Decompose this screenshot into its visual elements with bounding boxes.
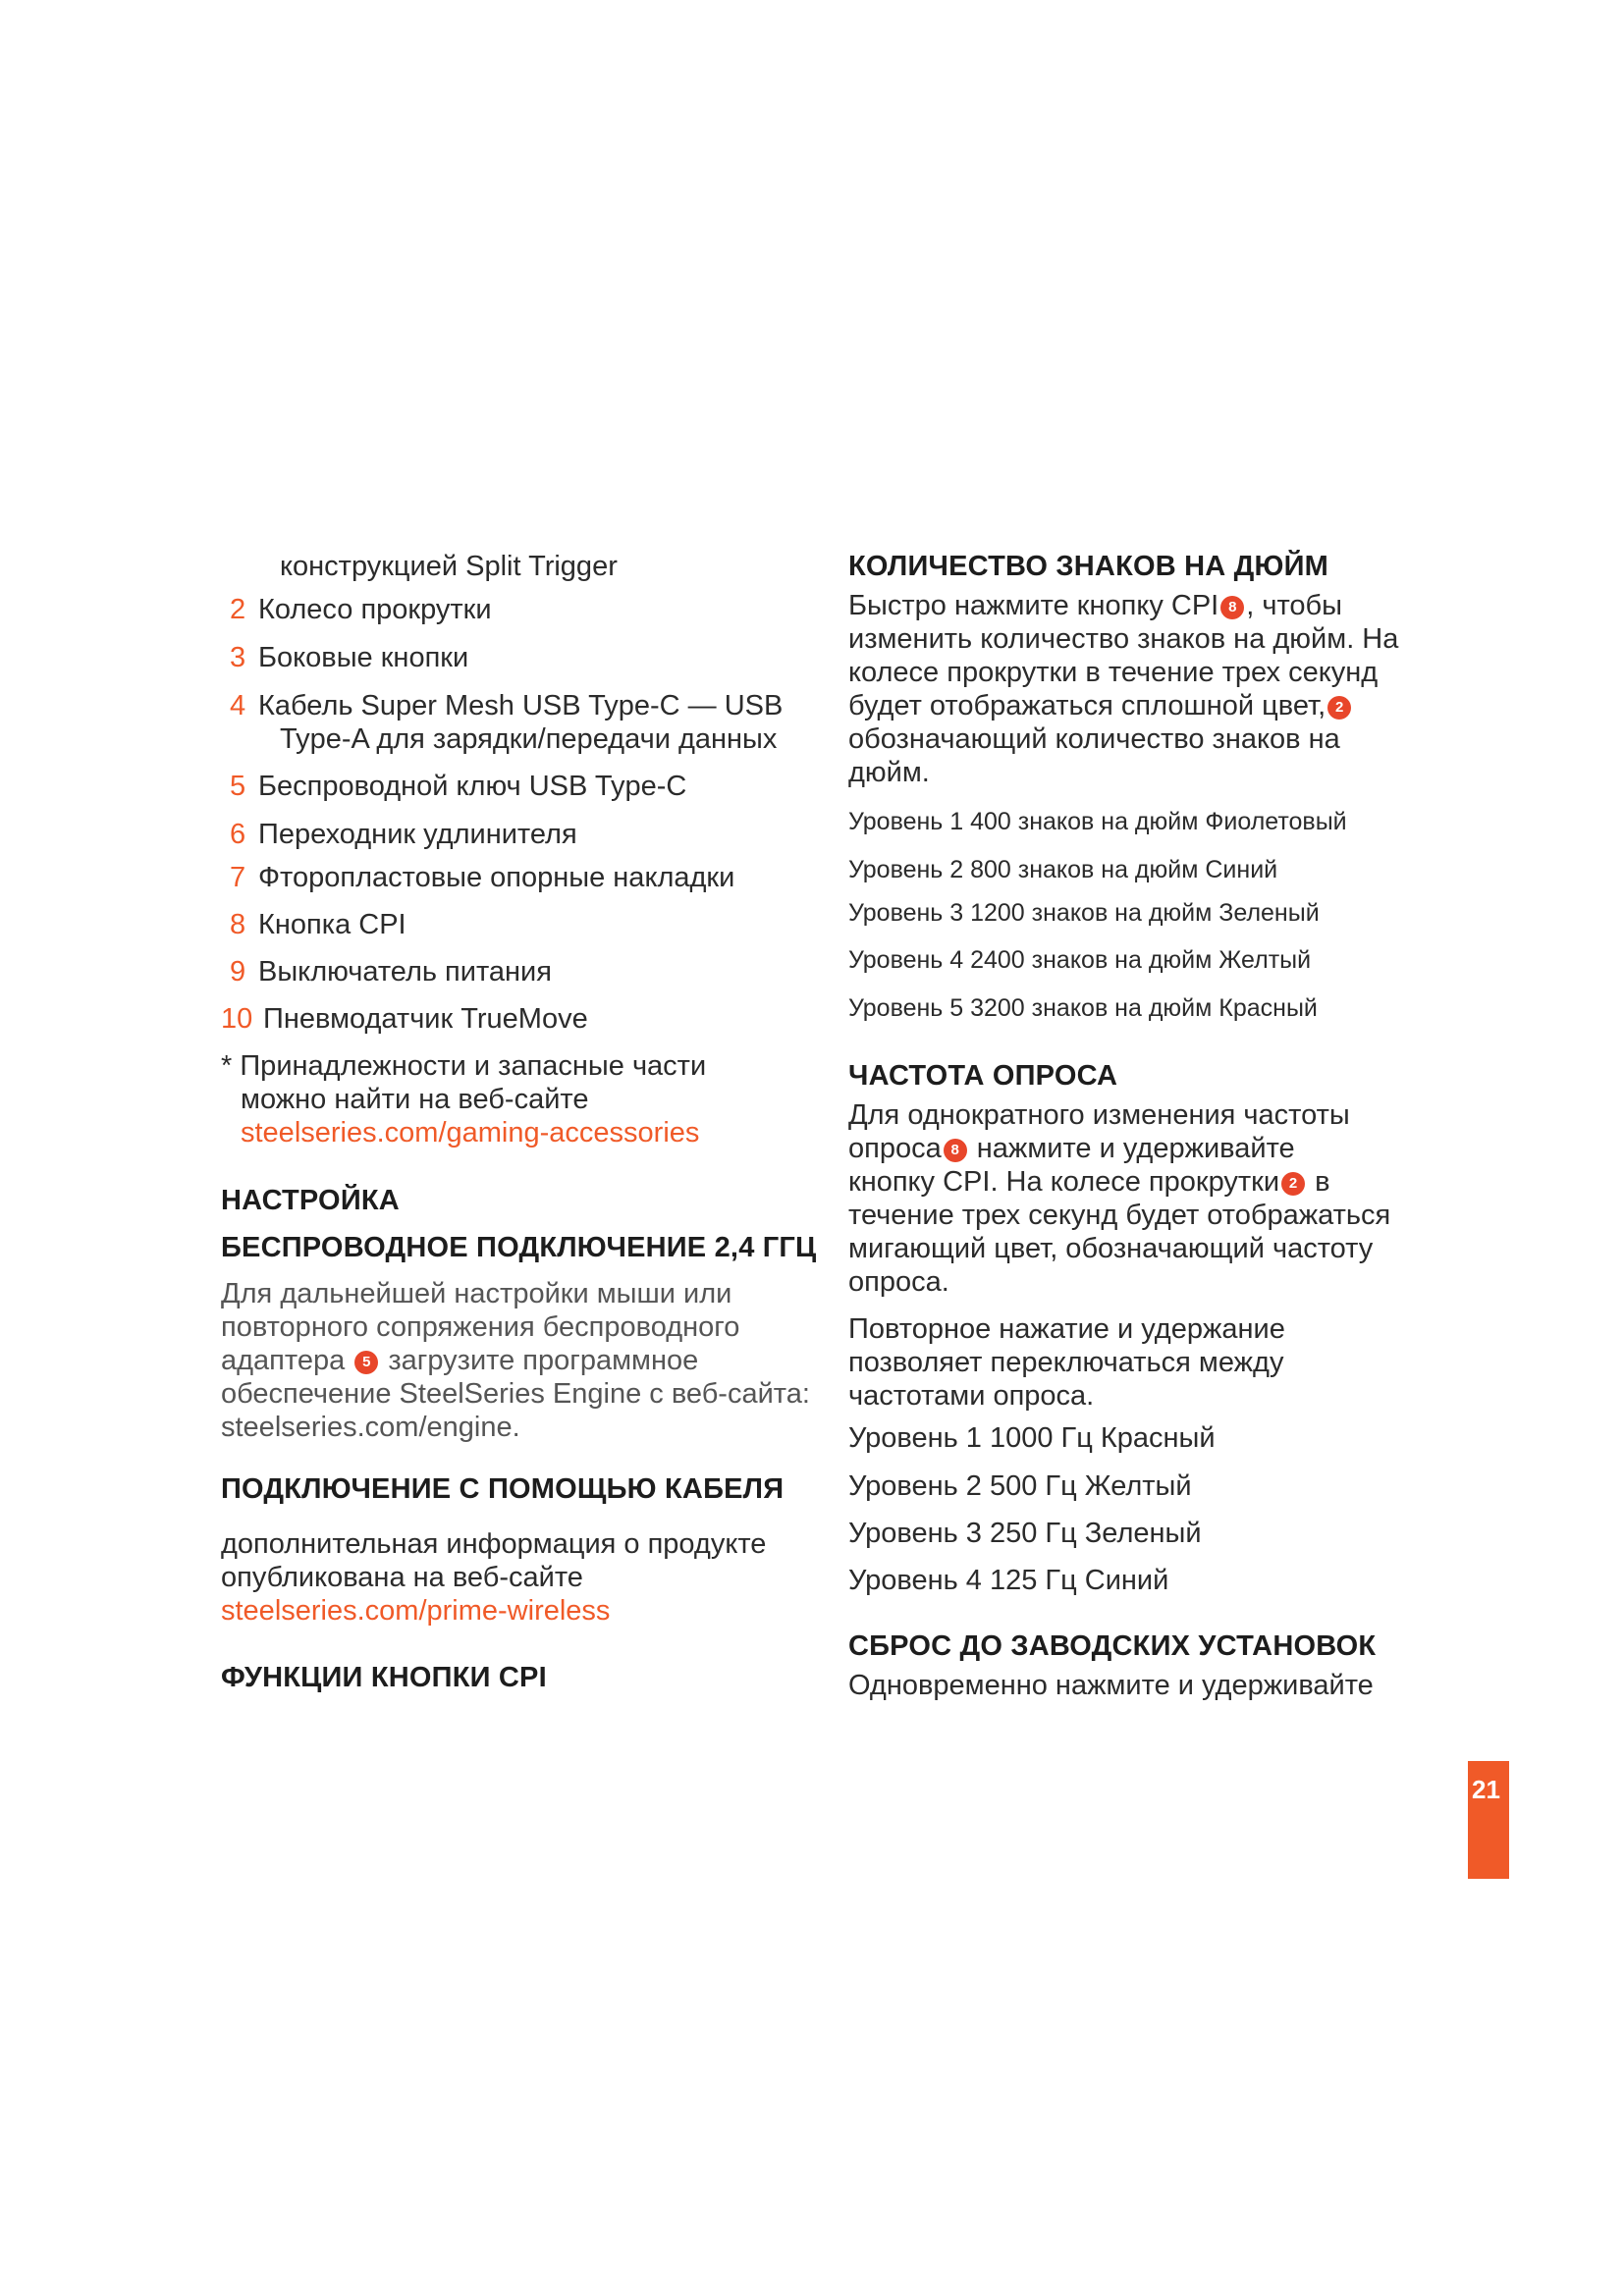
cpi-level: Уровень 4 2400 знаков на дюйм Желтый [848,946,1312,974]
cable-text: опубликована на веб-сайте [221,1562,583,1593]
note-text: * Принадлежности и запасные части [221,1050,707,1082]
setup-heading: НАСТРОЙКА [221,1185,400,1216]
cpi-text: изменить количество знаков на дюйм. На [848,623,1399,655]
polling-text: кнопку CPI. На колесе прокрутки 2 в [848,1166,1330,1198]
cpi-text: дюйм. [848,757,930,788]
list-continuation: конструкцией Split Trigger [280,551,618,582]
wireless-text: адаптера 5 загрузите программное [221,1345,699,1376]
list-item: Беспроводной ключ USB Type-C [258,771,687,802]
list-number: 6 [230,819,246,850]
poll-level: Уровень 2 500 Гц Желтый [848,1470,1192,1502]
callout-badge: 2 [1281,1172,1305,1196]
poll-level: Уровень 3 250 Гц Зеленый [848,1518,1202,1549]
repeat-text: частотами опроса. [848,1380,1095,1412]
list-number: 7 [230,862,246,893]
cpi-text: обозначающий количество знаков на [848,723,1340,755]
callout-badge: 5 [354,1351,378,1374]
list-item: Фторопластовые опорные накладки [258,862,735,893]
accessories-link[interactable]: steelseries.com/gaming-accessories [241,1117,700,1148]
wireless-text: обеспечение SteelSeries Engine с веб-сайта: [221,1378,810,1410]
callout-badge: 8 [1220,596,1244,619]
list-item: Кабель Super Mesh USB Type-C — USB [258,690,784,721]
cpi-text: колесе прокрутки в течение трех секунд [848,657,1379,688]
list-item: Выключатель питания [258,956,552,988]
reset-heading: СБРОС ДО ЗАВОДСКИХ УСТАНОВОК [848,1630,1377,1662]
polling-text: опроса. [848,1266,949,1298]
callout-badge: 2 [1327,696,1351,720]
list-item-continuation: Type-A для зарядки/передачи данных [280,723,778,755]
polling-text: опроса 8 нажмите и удерживайте [848,1133,1295,1164]
page-number: 21 [1472,1775,1500,1804]
cpi-text: Быстро нажмите кнопку CPI 8 , чтобы [848,590,1343,621]
cpi-heading: КОЛИЧЕСТВО ЗНАКОВ НА ДЮЙМ [848,551,1329,582]
list-item: Переходник удлинителя [258,819,577,850]
polling-text: Для однократного изменения частоты [848,1099,1350,1131]
repeat-text: Повторное нажатие и удержание [848,1313,1285,1345]
engine-url: steelseries.com/engine. [221,1412,520,1443]
wireless-heading: БЕСПРОВОДНОЕ ПОДКЛЮЧЕНИЕ 2,4 ГГЦ [221,1232,817,1263]
list-number: 2 [230,594,246,625]
cpi-text: будет отображаться сплошной цвет, 2 [848,689,1353,722]
list-number: 10 [221,1003,253,1035]
list-item: Колесо прокрутки [258,594,492,625]
cpi-level: Уровень 3 1200 знаков на дюйм Зеленый [848,899,1320,927]
list-number: 8 [230,909,246,940]
list-number: 5 [230,771,246,802]
wireless-text: повторного сопряжения беспроводного [221,1311,740,1343]
list-item: Пневмодатчик TrueMove [263,1003,588,1035]
poll-level: Уровень 4 125 Гц Синий [848,1565,1169,1596]
list-number: 4 [230,690,246,721]
polling-text: мигающий цвет, обозначающий частоту [848,1233,1374,1264]
cable-heading: ПОДКЛЮЧЕНИЕ С ПОМОЩЬЮ КАБЕЛЯ [221,1473,785,1505]
page-number-tab [1468,1761,1509,1879]
repeat-text: позволяет переключаться между [848,1347,1284,1378]
polling-text: течение трех секунд будет отображаться [848,1200,1391,1231]
wireless-text: Для дальнейшей настройки мыши или [221,1278,732,1309]
cpi-level: Уровень 1 400 знаков на дюйм Фиолетовый [848,808,1347,835]
note-text: можно найти на веб-сайте [241,1084,589,1115]
list-item: Кнопка CPI [258,909,406,940]
cable-text: дополнительная информация о продукте [221,1528,767,1560]
cpi-functions-heading: ФУНКЦИИ КНОПКИ CPI [221,1662,547,1693]
polling-heading: ЧАСТОТА ОПРОСА [848,1060,1118,1092]
poll-level: Уровень 1 1000 Гц Красный [848,1422,1216,1454]
prime-wireless-link[interactable]: steelseries.com/prime-wireless [221,1595,611,1627]
list-number: 3 [230,642,246,673]
cpi-level: Уровень 5 3200 знаков на дюйм Красный [848,994,1318,1022]
reset-text: Одновременно нажмите и удерживайте [848,1670,1374,1701]
list-item: Боковые кнопки [258,642,469,673]
cpi-level: Уровень 2 800 знаков на дюйм Синий [848,856,1278,883]
list-number: 9 [230,956,246,988]
callout-badge: 8 [944,1139,967,1162]
